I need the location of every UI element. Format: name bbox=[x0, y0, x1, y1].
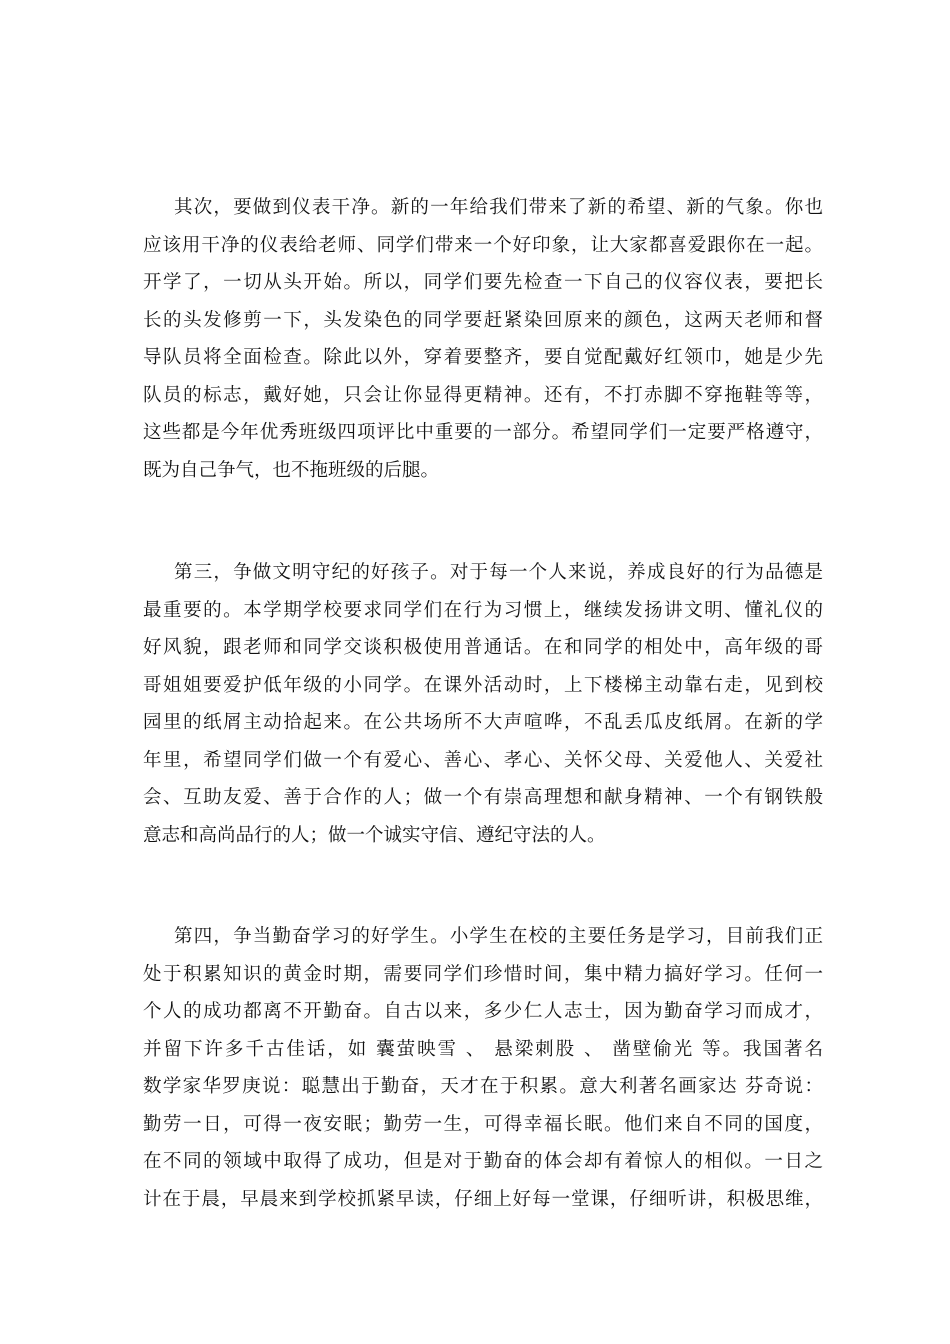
paragraph-line: 第三，争做文明守纪的好孩子。对于每一个人来说，养成良好的行为品德是 bbox=[174, 562, 823, 583]
paragraph-line: 既为自己争气，也不拖班级的后腿。 bbox=[143, 459, 440, 481]
paragraph-line: 哥姐姐要爱护低年级的小同学。在课外活动时，上下楼梯主动靠右走，见到校 bbox=[143, 674, 823, 696]
paragraph-civility bbox=[143, 554, 823, 854]
paragraph-line: 会、互助友爱、善于合作的人；做一个有崇高理想和献身精神、一个有钢铁般 bbox=[143, 787, 823, 808]
paragraph-line: 数学家华罗庚说：聪慧出于勤奋，天才在于积累。意大利著名画家达 芬奇说： bbox=[143, 1076, 823, 1097]
paragraph-line: 勤劳一日，可得一夜安眠；勤劳一生，可得幸福长眠。他们来自不同的国度， bbox=[143, 1113, 823, 1135]
paragraph-diligence bbox=[143, 918, 823, 1218]
paragraph-line: 最重要的。本学期学校要求同学们在行为习惯上，继续发扬讲文明、懂礼仪的 bbox=[143, 599, 823, 621]
paragraph-line: 处于积累知识的黄金时期，需要同学们珍惜时间，集中精力搞好学习。任何一 bbox=[143, 963, 823, 985]
paragraph-line: 园里的纸屑主动拾起来。在公共场所不大声喧哗，不乱丢瓜皮纸屑。在新的学 bbox=[143, 712, 823, 733]
paragraph-line: 其次，要做到仪表干净。新的一年给我们带来了新的希望、新的气象。你也 bbox=[174, 197, 823, 218]
paragraph-line: 在不同的领域中取得了成功，但是对于勤奋的体会却有着惊人的相似。一日之 bbox=[143, 1151, 823, 1172]
paragraph-line: 第四，争当勤奋学习的好学生。小学生在校的主要任务是学习，目前我们正 bbox=[174, 926, 823, 947]
paragraph-line: 开学了，一切从头开始。所以，同学们要先检查一下自己的仪容仪表，要把长 bbox=[143, 272, 823, 293]
paragraph-appearance bbox=[143, 189, 823, 489]
paragraph-line: 队员的标志，戴好她，只会让你显得更精神。还有，不打赤脚不穿拖鞋等等， bbox=[143, 384, 823, 406]
paragraph-line: 年里，希望同学们做一个有爱心、善心、孝心、关怀父母、关爱他人、关爱社 bbox=[143, 749, 823, 771]
paragraph-line: 并留下许多千古佳话，如 囊萤映雪 、 悬梁刺股 、 凿壁偷光 等。我国著名 bbox=[143, 1038, 823, 1060]
paragraph-line: 导队员将全面检查。除此以外，穿着要整齐，要自觉配戴好红领巾，她是少先 bbox=[143, 347, 823, 368]
paragraph-line: 计在于晨，早晨来到学校抓紧早读，仔细上好每一堂课，仔细听讲，积极思维， bbox=[143, 1188, 823, 1210]
paragraph-line: 长的头发修剪一下，头发染色的同学要赶紧染回原来的颜色，这两天老师和督 bbox=[143, 309, 823, 331]
paragraph-line: 个人的成功都离不开勤奋。自古以来，多少仁人志士，因为勤奋学习而成才， bbox=[143, 1001, 823, 1022]
paragraph-line: 意志和高尚品行的人；做一个诚实守信、遵纪守法的人。 bbox=[143, 824, 606, 846]
paragraph-line: 这些都是今年优秀班级四项评比中重要的一部分。希望同学们一定要严格遵守， bbox=[143, 422, 823, 443]
paragraph-line: 应该用干净的仪表给老师、同学们带来一个好印象，让大家都喜爱跟你在一起。 bbox=[143, 234, 823, 256]
paragraph-line: 好风貌，跟老师和同学交谈积极使用普通话。在和同学的相处中，高年级的哥 bbox=[143, 637, 823, 658]
